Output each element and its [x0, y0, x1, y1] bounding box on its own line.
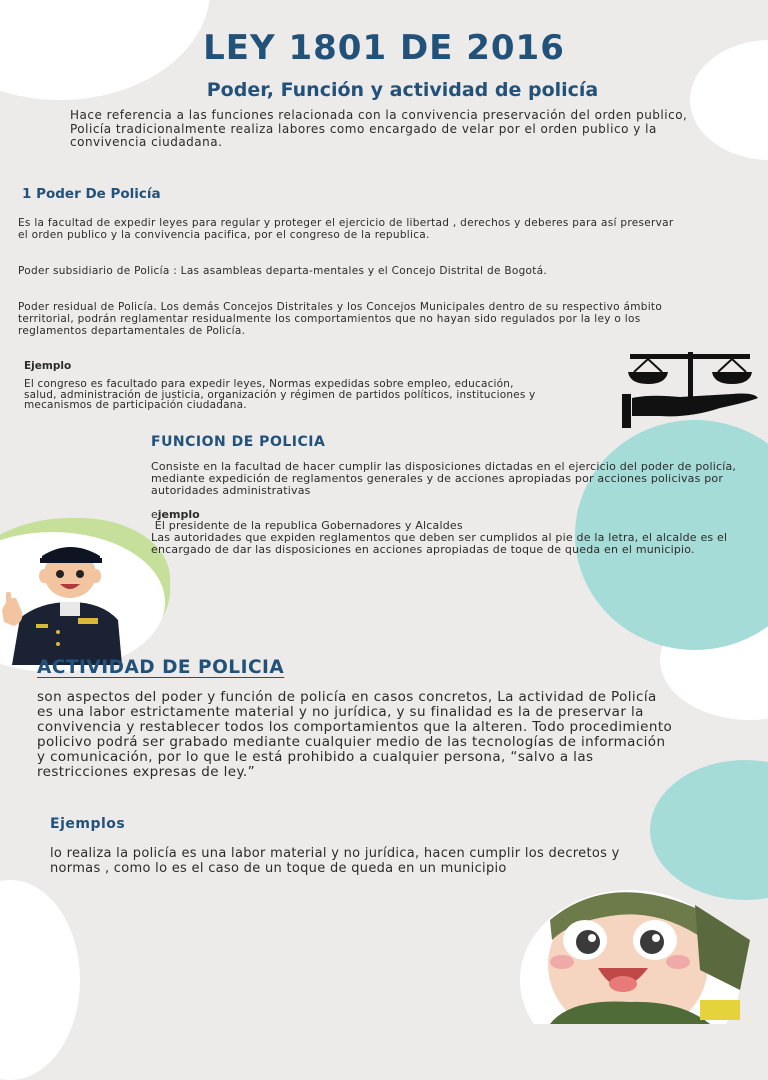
- section-heading-poder: 1 Poder De Policía: [22, 186, 161, 202]
- funcion-paragraph: Consiste en la facultad de hacer cumplir las disposiciones dictadas en el ejercicio del poder de policía, mediante expedición de reglamentos generales y de acciones apropiadas por acciones policivas por autoridades administrativas: [151, 460, 737, 497]
- scales-of-justice-icon: [620, 350, 760, 430]
- police-officer-illustration: [0, 540, 130, 665]
- ejemplos-paragraph: lo realiza la policía es una labor material y no jurídica, hacen cumplir los decretos y normas , como lo es el caso de un toque de queda en un municipio: [50, 846, 620, 876]
- section-heading-actividad: ACTIVIDAD DE POLICIA: [37, 657, 285, 678]
- actividad-paragraph: son aspectos del poder y función de policía en casos concretos, La actividad de Policía es una labor estrictamente material y no jurídica, y su finalidad es la de preservar la convivencia y restablecer todos los comportamientos que la alteren. Todo procedimiento policivo podrá ser grabado mediante cualquier medio de las tecnologías de información y comunicación, por lo que le está prohibido a cualquier persona, “salvo a las restricciones expresas de ley.”: [37, 689, 673, 780]
- intro-paragraph: Hace referencia a las funciones relacionada con la convivencia preservación del orden publico, Policía tradicionalmente realiza labores como encargado de velar por el orden publico y la convivencia ciudadana.: [70, 108, 688, 149]
- poder-example-label: Ejemplo: [24, 360, 72, 372]
- funcion-example-line-2: Las autoridades que expiden reglamentos que deben ser cumplidos al pie de la letra, el alcalde es el encargado de dar las disposiciones en acciones apropiadas de toque de queda en el municipio.: [151, 531, 728, 556]
- funcion-example-text: [151, 520, 763, 556]
- child-face-illustration: [510, 880, 768, 1024]
- poder-paragraph-1: Es la facultad de expedir leyes para regular y proteger el ejercicio de libertad , derechos y deberes para así preservar el orden publico y la convivencia pacifica, por el congreso de la republica.: [18, 217, 674, 241]
- poder-example-text: El congreso es facultado para expedir leyes, Normas expedidas sobre empleo, educación, salud, administración de justicia, organización y régimen de partidos políticos, instituciones y mecanismos de participación ciudadana.: [24, 378, 536, 411]
- section-heading-funcion: FUNCION DE POLICIA: [151, 434, 326, 450]
- page-subtitle: Poder, Función y actividad de policía: [206, 79, 599, 101]
- funcion-example-label-text: jemplo: [157, 508, 200, 521]
- funcion-example-prefix: e: [151, 508, 158, 521]
- page-title: LEY 1801 DE 2016: [203, 28, 565, 68]
- section-heading-ejemplos: Ejemplos: [50, 816, 126, 832]
- decorative-blob: [0, 880, 80, 1080]
- funcion-example-line-1: El presidente de la republica Gobernadores y Alcaldes: [151, 519, 463, 532]
- poder-paragraph-2: Poder subsidiario de Policía : Las asambleas departa-mentales y el Concejo Distrital de Bogotá.: [18, 265, 548, 277]
- decorative-blob: [650, 760, 768, 900]
- poder-paragraph-3: Poder residual de Policía. Los demás Concejos Distritales y los Concejos Municipales dentro de su respectivo ámbito territorial, podrán reglamentar residualmente los comportamientos que no hayan sido regulados por la ley o los reglamentos departamentales de Policía.: [18, 301, 663, 337]
